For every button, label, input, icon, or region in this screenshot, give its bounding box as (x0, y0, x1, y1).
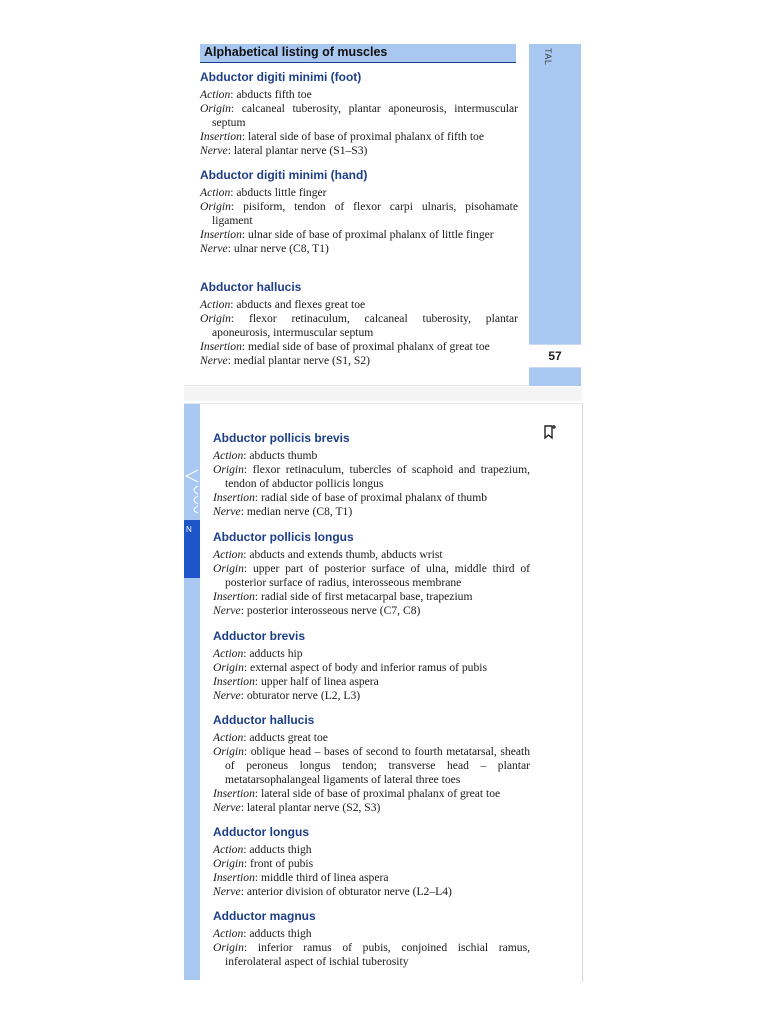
insertion-line: Insertion: lateral side of base of proximal phalanx of great toe (213, 787, 501, 800)
insertion-line: Insertion: lateral side of base of proximal phalanx of fifth toe (200, 130, 484, 143)
insertion-line: Insertion: radial side of first metacarpal base, trapezium (213, 590, 473, 603)
wave-decoration-icon (184, 468, 200, 514)
origin-line: Origin: flexor retinaculum, tubercles of scaphoid and trapezium, tendon of abductor pollicis longus (213, 463, 530, 490)
add-bookmark-icon[interactable] (543, 424, 557, 440)
muscle-name: Abductor digiti minimi (hand) (200, 168, 368, 182)
muscle-entry (213, 825, 530, 899)
insertion-line: Insertion: middle third of linea aspera (213, 871, 389, 884)
muscle-name: Adductor magnus (213, 909, 316, 923)
muscle-name: Abductor pollicis longus (213, 530, 354, 544)
muscle-entry (213, 431, 530, 519)
muscle-entry (213, 909, 530, 969)
origin-line: Origin: pisiform, tendon of flexor carpi ulnaris, pisohamate ligament (200, 200, 518, 227)
muscle-name: Adductor brevis (213, 629, 306, 643)
insertion-line: Insertion: radial side of base of proximal phalanx of thumb (213, 491, 488, 504)
muscle-entry (213, 629, 530, 703)
muscle-entry (200, 70, 518, 158)
nerve-line: Nerve: lateral plantar nerve (S1–S3) (200, 144, 368, 157)
muscle-entry (213, 530, 530, 618)
nerve-line: Nerve: lateral plantar nerve (S2, S3) (213, 801, 381, 814)
origin-line: Origin: calcaneal tuberosity, plantar aponeurosis, intermuscular septum (200, 102, 518, 129)
section-marker-letter: N (186, 525, 192, 534)
action-line: Action: adducts hip (213, 647, 303, 660)
insertion-line: Insertion: medial side of base of proximal phalanx of great toe (200, 340, 490, 353)
action-line: Action: abducts and flexes great toe (200, 298, 366, 311)
page-number: 57 (529, 344, 581, 368)
origin-line: Origin: upper part of posterior surface of ulna, middle third of posterior surface of radius, interosseous membrane (213, 562, 530, 589)
section-header (200, 44, 516, 63)
action-line: Action: adducts great toe (213, 731, 328, 744)
origin-line: Origin: front of pubis (213, 857, 314, 870)
nerve-line: Nerve: ulnar nerve (C8, T1) (200, 242, 329, 255)
nerve-line: Nerve: anterior division of obturator nerve (L2–L4) (213, 885, 452, 898)
action-line: Action: abducts thumb (213, 449, 318, 462)
nerve-line: Nerve: obturator nerve (L2, L3) (213, 689, 361, 702)
origin-line: Origin: flexor retinaculum, calcaneal tuberosity, plantar aponeurosis, intermuscular septum (200, 312, 518, 339)
thumb-index-tab-label: TAL (543, 48, 553, 66)
nerve-line: Nerve: posterior interosseous nerve (C7, C8) (213, 604, 421, 617)
nerve-line: Nerve: medial plantar nerve (S1, S2) (200, 354, 370, 367)
muscle-name: Adductor hallucis (213, 713, 315, 727)
left-thumb-strip (184, 404, 200, 980)
page-separator (184, 387, 582, 401)
thumb-index-tab[interactable] (529, 44, 581, 386)
muscle-entry (200, 280, 518, 368)
muscle-name: Abductor pollicis brevis (213, 431, 350, 445)
section-title: Alphabetical listing of muscles (204, 45, 388, 59)
action-line: Action: abducts fifth toe (200, 88, 312, 101)
origin-line: Origin: oblique head – bases of second to fourth metatarsal, sheath of peroneus longus tendon; transverse head – plantar metatarsophalangeal ligaments of lateral three toes (213, 745, 531, 786)
action-line: Action: adducts thigh (213, 843, 312, 856)
action-line: Action: abducts little finger (200, 186, 327, 199)
action-line: Action: abducts and extends thumb, abducts wrist (213, 548, 443, 561)
muscle-name: Adductor longus (213, 825, 309, 839)
muscle-entry (200, 168, 518, 256)
insertion-line: Insertion: upper half of linea aspera (213, 675, 379, 688)
action-line: Action: adducts thigh (213, 927, 312, 940)
origin-line: Origin: inferior ramus of pubis, conjoined ischial ramus, inferolateral aspect of ischial tuberosity (213, 941, 530, 968)
muscle-name: Abductor hallucis (200, 280, 302, 294)
nerve-line: Nerve: median nerve (C8, T1) (213, 505, 353, 518)
insertion-line: Insertion: ulnar side of base of proximal phalanx of little finger (200, 228, 494, 241)
origin-line: Origin: external aspect of body and inferior ramus of pubis (213, 661, 487, 674)
muscle-entry (213, 713, 530, 815)
muscle-name: Abductor digiti minimi (foot) (200, 70, 362, 84)
